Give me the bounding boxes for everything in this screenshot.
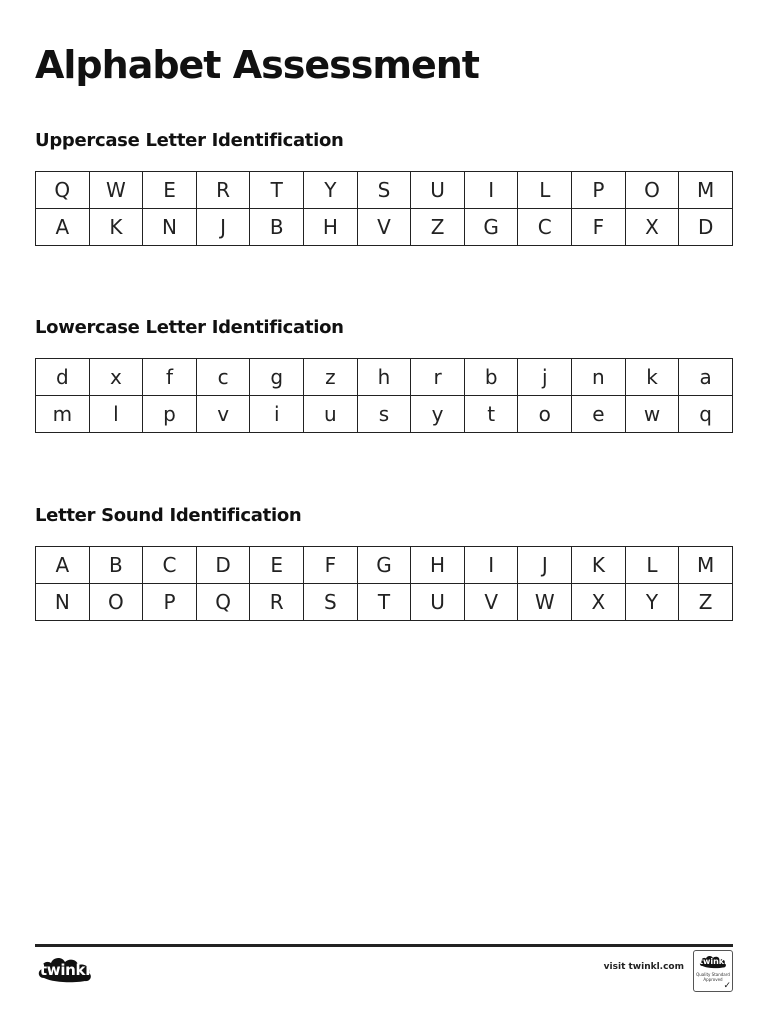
letter-cell: g: [250, 359, 304, 396]
letter-cell: N: [36, 584, 90, 621]
letter-cell: O: [625, 172, 679, 209]
grid-row: [36, 584, 733, 621]
letter-cell: o: [518, 396, 572, 433]
section-heading-letter-sound: Letter Sound Identification: [35, 505, 302, 526]
letter-cell: S: [304, 584, 358, 621]
visit-website-link[interactable]: visit twinkl.com: [603, 962, 684, 972]
letter-cell: D: [196, 547, 250, 584]
letter-cell: A: [36, 209, 90, 246]
grid-row: [36, 396, 733, 433]
badge-logo-text: twinkl: [699, 957, 727, 966]
letter-cell: v: [196, 396, 250, 433]
letter-cell: V: [357, 209, 411, 246]
letter-cell: e: [572, 396, 626, 433]
letter-cell: M: [679, 172, 733, 209]
letter-cell: G: [357, 547, 411, 584]
letter-cell: x: [89, 359, 143, 396]
letter-cell: Q: [196, 584, 250, 621]
letter-cell: b: [464, 359, 518, 396]
quality-standard-badge-icon: [693, 950, 733, 992]
section-heading-lowercase: Lowercase Letter Identification: [35, 317, 344, 338]
letter-cell: I: [464, 172, 518, 209]
letter-cell: i: [250, 396, 304, 433]
badge-line-2: Approved: [703, 977, 723, 982]
letter-cell: p: [143, 396, 197, 433]
letter-cell: f: [143, 359, 197, 396]
letter-cell: K: [572, 547, 626, 584]
letter-cell: H: [411, 547, 465, 584]
letter-cell: h: [357, 359, 411, 396]
twinkl-logo-icon: [36, 954, 94, 986]
letter-cell: R: [196, 172, 250, 209]
letter-cell: q: [679, 396, 733, 433]
letter-cell: G: [464, 209, 518, 246]
page-title: Alphabet Assessment: [35, 43, 479, 87]
letter-cell: W: [518, 584, 572, 621]
letter-cell: E: [143, 172, 197, 209]
letter-cell: F: [304, 547, 358, 584]
letter-cell: M: [679, 547, 733, 584]
letter-cell: P: [143, 584, 197, 621]
letter-cell: B: [250, 209, 304, 246]
letter-cell: F: [572, 209, 626, 246]
letter-cell: Y: [625, 584, 679, 621]
footer-divider: [35, 944, 733, 947]
letter-cell: m: [36, 396, 90, 433]
letter-cell: L: [625, 547, 679, 584]
grid-row: [36, 359, 733, 396]
letter-cell: J: [518, 547, 572, 584]
letter-cell: w: [625, 396, 679, 433]
letter-cell: R: [250, 584, 304, 621]
letter-cell: z: [304, 359, 358, 396]
letter-cell: L: [518, 172, 572, 209]
uppercase-letter-grid: [35, 171, 733, 246]
letter-cell: k: [625, 359, 679, 396]
letter-cell: t: [464, 396, 518, 433]
letter-cell: C: [143, 547, 197, 584]
letter-cell: H: [304, 209, 358, 246]
letter-cell: S: [357, 172, 411, 209]
letter-cell: c: [196, 359, 250, 396]
letter-cell: y: [411, 396, 465, 433]
letter-cell: N: [143, 209, 197, 246]
letter-cell: n: [572, 359, 626, 396]
letter-cell: Z: [679, 584, 733, 621]
letter-cell: s: [357, 396, 411, 433]
letter-cell: r: [411, 359, 465, 396]
letter-cell: I: [464, 547, 518, 584]
letter-cell: V: [464, 584, 518, 621]
letter-cell: T: [357, 584, 411, 621]
letter-cell: u: [304, 396, 358, 433]
letter-cell: K: [89, 209, 143, 246]
logo-text: twinkl: [39, 961, 91, 979]
letter-sound-grid: [35, 546, 733, 621]
letter-cell: D: [679, 209, 733, 246]
letter-cell: P: [572, 172, 626, 209]
letter-cell: A: [36, 547, 90, 584]
letter-cell: Y: [304, 172, 358, 209]
letter-cell: W: [89, 172, 143, 209]
letter-cell: X: [625, 209, 679, 246]
letter-cell: l: [89, 396, 143, 433]
badge-line-1: Quality Standard: [696, 972, 730, 977]
letter-cell: j: [518, 359, 572, 396]
letter-cell: Z: [411, 209, 465, 246]
letter-cell: T: [250, 172, 304, 209]
letter-cell: Q: [36, 172, 90, 209]
letter-cell: C: [518, 209, 572, 246]
lowercase-letter-grid: [35, 358, 733, 433]
checkmark-icon: ✓: [723, 981, 731, 991]
section-heading-uppercase: Uppercase Letter Identification: [35, 130, 344, 151]
grid-row: [36, 209, 733, 246]
grid-row: [36, 172, 733, 209]
letter-cell: X: [572, 584, 626, 621]
grid-row: [36, 547, 733, 584]
letter-cell: d: [36, 359, 90, 396]
letter-cell: E: [250, 547, 304, 584]
letter-cell: U: [411, 172, 465, 209]
letter-cell: a: [679, 359, 733, 396]
letter-cell: J: [196, 209, 250, 246]
letter-cell: O: [89, 584, 143, 621]
letter-cell: B: [89, 547, 143, 584]
letter-cell: U: [411, 584, 465, 621]
